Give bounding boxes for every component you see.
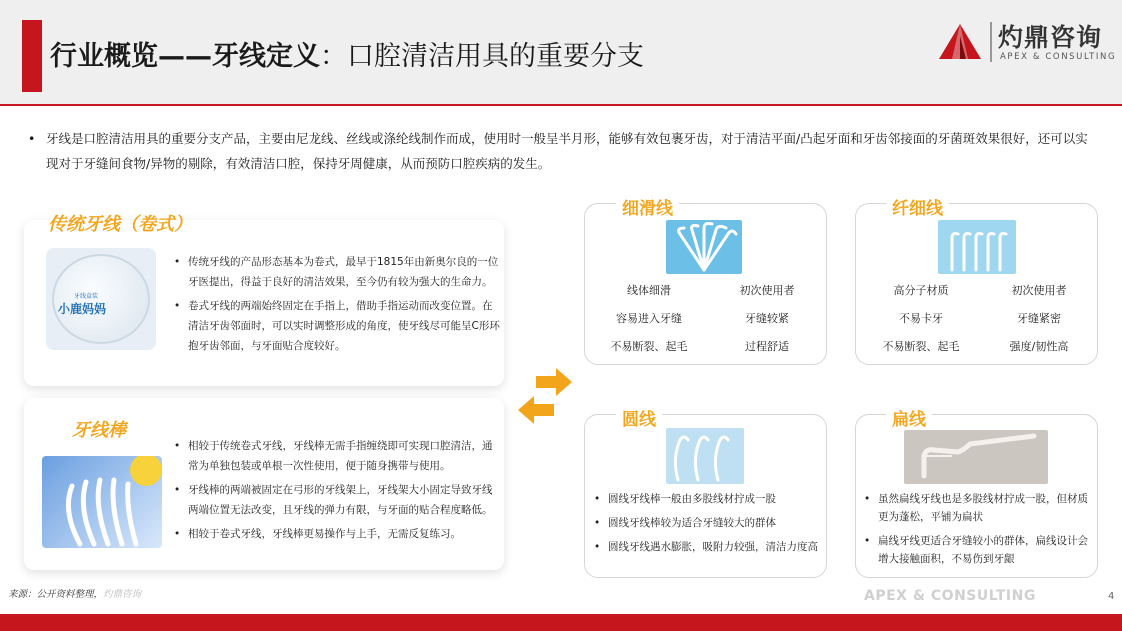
flat-floss-title: 扁线 (886, 405, 932, 430)
traditional-floss-label: 传统牙线（卷式） (48, 214, 192, 235)
page-number: 4 (1108, 591, 1115, 602)
page-title (50, 34, 644, 73)
traditional-floss-bullets (172, 252, 500, 360)
floss-stick-illustration-icon (42, 456, 162, 548)
feature-item: 不易断裂、起毛 (882, 340, 960, 353)
list-item: • 圆线牙线棒较为适合牙缝较大的群体 (594, 514, 818, 532)
floss-stick-bullets (172, 436, 500, 548)
ultra-fine-image (938, 220, 1016, 274)
logo-triangle-icon (938, 22, 982, 60)
list-item: • 圆线牙线棒一般由多股线材拧成一股 (594, 490, 818, 508)
header-divider (0, 104, 1122, 106)
source-note (8, 586, 141, 600)
list-item: • 相较于传统卷式牙线，牙线棒无需手指缠绕即可实现口腔清洁，通常为单独包装或单根一次性使用，便于随身携带与使用。 (172, 436, 500, 476)
floss-pick-fan-icon (666, 220, 742, 274)
flat-floss-pick-icon (904, 430, 1048, 484)
fine-smooth-title: 细滑线 (616, 194, 679, 219)
floss-hook-icon (666, 428, 744, 484)
fine-smooth-features (590, 282, 826, 356)
feature-item: 强度/韧性高 (1009, 340, 1069, 353)
bullet-dot: • (28, 131, 36, 146)
logo-divider (990, 22, 992, 62)
round-floss-bullets (594, 490, 818, 562)
footer-brand: APEX & CONSULTING (864, 588, 1036, 604)
floss-pick-row-icon (938, 220, 1016, 274)
list-item: • 相较于卷式牙线，牙线棒更易操作与上手，无需反复练习。 (172, 524, 500, 544)
page-title-rest: ：口腔清洁用具的重要分支 (320, 41, 644, 72)
page-title-bold: 行业概览——牙线定义 (50, 41, 320, 72)
floss-stick-image (42, 456, 162, 548)
header-accent-bar (22, 20, 42, 92)
list-item: • 虽然扁线牙线也是多股线材拧成一股，但材质更为蓬松，平铺为扁状 (864, 490, 1090, 526)
logo-subtext: APEX & CONSULTING (1000, 52, 1117, 62)
floss-reel-brand: 小鹿妈妈 (58, 302, 107, 316)
feature-item: 初次使用者 (1011, 284, 1067, 297)
list-item: • 圆线牙线遇水膨胀，吸附力较强，清洁力度高 (594, 538, 818, 556)
source-text: 来源：公开资料整理， (8, 589, 104, 600)
feature-item: 牙缝较紧 (745, 312, 789, 325)
flat-floss-bullets (864, 490, 1090, 574)
feature-item: 牙缝紧密 (1017, 312, 1061, 325)
ultra-fine-features (862, 282, 1098, 356)
feature-item: 线体细滑 (627, 284, 671, 297)
flat-floss-image (904, 430, 1048, 484)
floss-stick-label: 牙线棒 (72, 420, 126, 441)
footer-bar (0, 614, 1122, 631)
list-item: • 牙线棒的两端被固定在弓形的牙线架上，牙线架大小固定导致牙线两端位置无法改变，且牙线的弹力有限，与牙面的贴合程度略低。 (172, 480, 500, 520)
floss-reel-image (46, 248, 156, 350)
feature-item: 不易卡牙 (899, 312, 943, 325)
feature-item: 容易进入牙缝 (616, 312, 682, 325)
floss-reel-brand-small: 牙线盒装 (74, 293, 99, 300)
source-brand: 灼鼎咨询 (103, 589, 142, 600)
fine-smooth-image (666, 220, 742, 274)
logo-text: 灼鼎咨询 (998, 23, 1103, 52)
intro-text: 牙线是口腔清洁用具的重要分支产品，主要由尼龙线、丝线或涤纶线制作而成，使用时一般呈半月形，能够有效包裹牙齿，对于清洁平面/凸起牙面和牙齿邻接面的牙菌斑效果很好，还可以实现对于牙缝间食物/异物的剔除，有效清洁口腔，保持牙周健康，从而预防口腔疾病的发生。 (46, 131, 1088, 171)
feature-item: 高分子材质 (893, 284, 949, 297)
round-floss-image (666, 428, 744, 484)
ultra-fine-title: 纤细线 (886, 194, 949, 219)
floss-reel-ring (52, 254, 150, 344)
feature-item: 不易断裂、起毛 (610, 340, 688, 353)
swap-arrows-icon (518, 368, 572, 424)
list-item: • 传统牙线的产品形态基本为卷式，最早于1815年由新奥尔良的一位牙医提出，得益于良好的清洁效果，至今仍有较为强大的生命力。 (172, 252, 500, 292)
list-item: • 卷式牙线的两端始终固定在手指上，借助手指运动而改变位置。在清洁牙齿邻面时，可以实时调整形成的角度，使牙线尽可能呈C形环抱牙齿邻面，与牙面贴合度较好。 (172, 296, 500, 356)
intro-paragraph (28, 126, 1092, 176)
list-item: • 扁线牙线更适合牙缝较小的群体，扁线设计会增大接触面积，不易伤到牙龈 (864, 532, 1090, 568)
round-floss-title: 圆线 (616, 405, 662, 430)
feature-item: 初次使用者 (739, 284, 795, 297)
feature-item: 过程舒适 (745, 340, 789, 353)
